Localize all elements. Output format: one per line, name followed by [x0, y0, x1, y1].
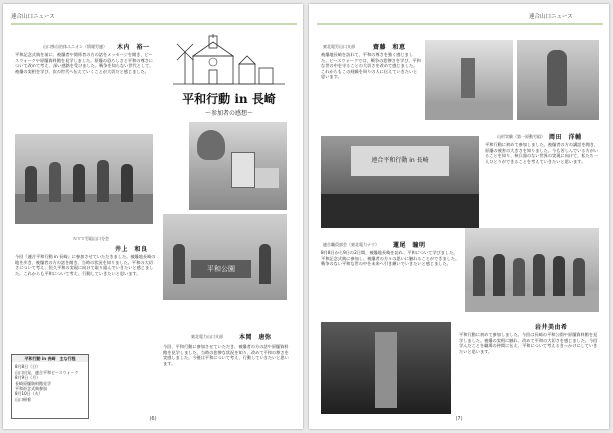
p7-body: 平和行動に初めて参加しました。今回は長崎の平和公園や原爆資料館を見学しました。被爆の実相に触れ、改めて平和の大切さを感じました。今回学んだことを職場の仲間に伝え、平和について考えるきっかけにしていきたいと思います。	[459, 332, 598, 354]
person-figure	[121, 164, 133, 202]
p6-affiliation: 連合職員部会（東北電力ナウ）	[323, 242, 379, 247]
p3-body: 今回、平和行動に参加させていただき、被爆者の方の話や原爆資料館を見学しました。当時の悲惨な状況を知り、改めて平和の尊さを実感しました。今後は平和について考え、行動していきたいと思います。	[163, 344, 289, 366]
p2-body: 今回『連合平和行動 in 長崎』に参加させていただきました。被爆地長崎の地を歩き、被爆者の方の話を聞き、当時の状況を知りました。平和の大切さについて考え、恒久平和の実現に向けて取り組んでいきたいと感じました。これからも平和について考え、行動していきたいと思います。	[15, 254, 156, 276]
p4-name: 齋藤 和恵	[373, 44, 406, 51]
photo-peace-park	[163, 214, 287, 300]
ground	[425, 102, 513, 120]
left-page-number: (6)	[149, 416, 157, 422]
person-figure	[25, 166, 37, 202]
stone-shape	[255, 168, 279, 188]
statue-shape	[461, 58, 475, 98]
right-page-number: (7)	[455, 416, 463, 422]
person-figure	[473, 256, 485, 296]
p6-body: 8月8日から9日の2日間、被爆地長崎を訪れ、平和について学びました。平和記念式典に参加し、被爆者の方々の思いに触れることができました。戦争のない平和な世の中を未来へ引き継いでいきたいと感じました。	[321, 250, 460, 267]
photo-event-hall	[321, 136, 479, 228]
photo-group-2	[465, 228, 599, 312]
right-page	[309, 4, 609, 429]
left-header	[11, 10, 55, 22]
monument-block	[231, 152, 255, 188]
p6-name: 蓮尾 瞳明	[393, 242, 426, 249]
person-figure	[513, 258, 525, 296]
p1-name: 木内 裕一	[117, 44, 150, 51]
schedule-line: 山口帰着	[15, 396, 31, 402]
p7-name: 岩井美由希	[535, 324, 568, 331]
schedule-line: 平和祈念式典参加	[15, 386, 47, 392]
p4-body: 被爆地長崎を訪れて、平和の尊さを強く感じました。ピースウォークでは、戦争の悲惨さを学び、平和な世の中を守ることの大切さを改めて感じました。これからもこの経験を周りの人に伝えていきたいと思います。	[321, 52, 421, 80]
p2-name: 井上 和良	[115, 246, 148, 253]
photo-statue	[517, 40, 599, 120]
feature-title: 平和行動 in 長崎	[182, 92, 276, 106]
p4-affiliation: 東北電労山口支部	[323, 44, 355, 49]
p5-name: 岡田 洋輔	[549, 134, 582, 141]
photo-museum-hall	[321, 322, 451, 414]
p3-name: 本岡 唐弥	[239, 334, 272, 341]
audience	[321, 194, 479, 228]
left-header-bar	[11, 23, 297, 25]
p3-affiliation: 東北電力山口支部	[191, 334, 223, 339]
right-header-bar	[317, 23, 603, 25]
schedule-line: 8月9日（月）	[15, 375, 41, 381]
p1-affiliation: 山口県自治体ユニオン（情報労連）	[43, 44, 107, 49]
person-figure	[573, 258, 585, 296]
p5-body: 平和行動に初めて参加しました。被爆者の方の講話を聞き、原爆の被害の大きさを知りました。今も苦しんでいる方がいることを知り、核兵器のない世界の実現に向けて、私たち一人ひとりができることを考えていきたいと思います。	[485, 142, 599, 164]
schedule-line: 長崎原爆資料館見学	[15, 380, 51, 386]
left-header-title: 連合山口ニュース	[11, 14, 55, 20]
tree-shape	[197, 130, 225, 160]
person-figure	[173, 244, 185, 284]
schedule-line: 8月8日（日）	[15, 364, 41, 370]
photo-group-1	[15, 134, 153, 224]
p2-affiliation: ＮＴＴ労組山口分会	[73, 236, 109, 241]
schedule-title: 平和行動 in 長崎 主な行程	[12, 355, 88, 362]
photo-statue-park	[425, 40, 513, 120]
p5-affiliation: 山形実験（第一原動労組）	[497, 134, 545, 139]
feature-subtitle: 〜参加者の感想〜	[204, 110, 253, 117]
statue-shape	[547, 50, 567, 106]
person-figure	[49, 162, 61, 202]
peace-park-sign: 平和公園	[191, 260, 251, 278]
person-figure	[73, 164, 85, 202]
schedule-line: 山口出発、連合平和ピースウォーク	[15, 369, 79, 375]
event-banner: 連合平和行動 in 長崎	[351, 146, 449, 176]
person-figure	[97, 160, 109, 202]
right-header	[529, 10, 573, 22]
p1-body: 平和記念式典を前に、被爆者や関係者の方の話をメッセージを聞き、ピースウォークや原爆資料館を見学しました。原爆の恐ろしさと平和の尊さについて改めて考え、深い感銘を受けました。戦争を知らない世代として、被爆の実相を学び、次の世代へ伝えていくことが大切だと感じました。	[15, 52, 154, 74]
person-figure	[533, 254, 545, 296]
person-figure	[553, 256, 565, 296]
person-figure	[493, 254, 505, 296]
schedule-box	[11, 354, 89, 419]
right-header-title: 連合山口ニュース	[529, 14, 573, 20]
feature-title-box	[163, 34, 295, 129]
schedule-line: 8月10日（火）	[15, 391, 43, 397]
hall-pillar	[375, 332, 397, 408]
person-figure	[259, 244, 271, 284]
left-page	[3, 4, 303, 429]
photo-monument	[189, 122, 287, 210]
